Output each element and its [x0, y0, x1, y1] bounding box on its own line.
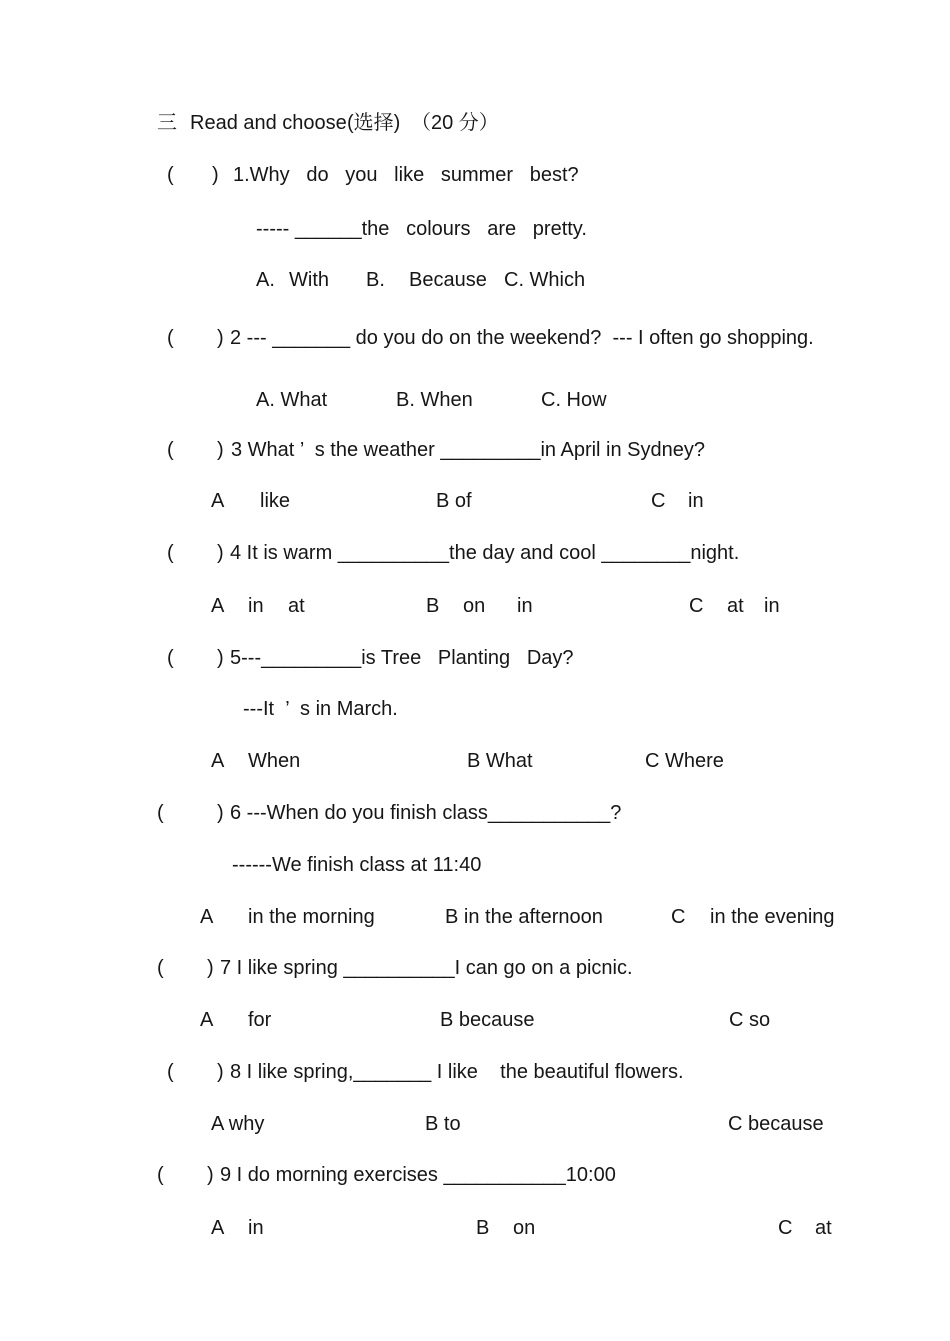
option-b: B What	[467, 750, 533, 772]
question-stem: 4 It is warm __________the day and cool ________night.	[230, 542, 740, 564]
option-a-letter: A.	[256, 269, 275, 291]
answer-bracket-open: (	[167, 327, 174, 349]
option-c-letter: C	[689, 595, 704, 617]
answer-bracket-open: (	[157, 1164, 164, 1186]
option-b-word-2: in	[517, 595, 533, 617]
option-b-letter: B.	[366, 269, 385, 291]
option-c-word-1: at	[727, 595, 744, 617]
answer-bracket-close: )	[217, 647, 224, 669]
option-c-text: at	[815, 1217, 832, 1239]
option-a-letter: A	[211, 750, 225, 772]
option-a: A why	[211, 1113, 265, 1135]
answer-bracket-open: (	[157, 957, 164, 979]
option-b: B in the afternoon	[445, 906, 603, 928]
option-a-letter: A	[211, 1217, 225, 1239]
option-a: A. What	[256, 389, 328, 411]
section-title-chinese: (选择)	[347, 112, 401, 134]
answer-prompt: ---It ’ s in March.	[243, 698, 398, 720]
answer-bracket-close: )	[217, 327, 224, 349]
option-b-text: Because	[409, 269, 487, 291]
question-stem: 1.Why do you like summer best?	[233, 164, 579, 186]
option-c: C because	[728, 1113, 824, 1135]
option-a-word-2: at	[288, 595, 305, 617]
answer-bracket-open: (	[167, 1061, 174, 1083]
answer-bracket-close: )	[207, 957, 214, 979]
answer-bracket-open: (	[167, 542, 174, 564]
option-b-letter: B	[476, 1217, 490, 1239]
question-stem: 2 --- _______ do you do on the weekend? --- I often go shopping.	[230, 327, 814, 349]
answer-bracket-close: )	[217, 542, 224, 564]
option-a-letter: A	[200, 1009, 214, 1031]
answer-prompt: ------We finish class at 11:40	[232, 854, 482, 876]
option-a-word-1: in	[248, 595, 264, 617]
question-stem: 9 I do morning exercises ___________10:00	[220, 1164, 616, 1186]
option-c-text: in the evening	[710, 906, 835, 928]
option-c: C so	[729, 1009, 771, 1031]
option-c: C Where	[645, 750, 724, 772]
option-a-text: in	[248, 1217, 264, 1239]
option-a-letter: A	[200, 906, 214, 928]
option-a-text: for	[248, 1009, 272, 1031]
option-c-word-2: in	[764, 595, 780, 617]
option-a-text: When	[248, 750, 301, 772]
answer-bracket-close: )	[217, 802, 224, 824]
question-stem: 3 What ’ s the weather _________in April in Sydney?	[231, 439, 706, 461]
answer-bracket-open: (	[167, 647, 174, 669]
section-number: 三	[157, 112, 177, 134]
option-c-text: in	[688, 490, 704, 512]
option-c-letter: C	[778, 1217, 793, 1239]
option-a-letter: A	[211, 490, 225, 512]
section-score: （20 分）	[411, 112, 499, 134]
option-c: C. How	[541, 389, 607, 411]
question-stem: 7 I like spring __________I can go on a picnic.	[220, 957, 633, 979]
answer-prompt: ----- ______the colours are pretty.	[256, 218, 587, 240]
option-a-text: in the morning	[248, 906, 375, 928]
answer-bracket-close: )	[207, 1164, 214, 1186]
answer-bracket-close: )	[217, 439, 224, 461]
option-a-letter: A	[211, 595, 225, 617]
option-c-letter: C	[671, 906, 686, 928]
option-b: B. When	[396, 389, 473, 411]
section-title: Read and choose	[190, 112, 347, 134]
option-a-text: like	[260, 490, 291, 512]
answer-bracket-close: )	[212, 164, 219, 186]
option-b: B to	[425, 1113, 461, 1135]
answer-bracket-open: (	[167, 439, 174, 461]
option-b: B of	[436, 490, 472, 512]
option-b: B because	[440, 1009, 535, 1031]
option-b-word-1: on	[463, 595, 486, 617]
question-stem: 6 ---When do you finish class___________?	[230, 802, 622, 824]
question-stem: 8 I like spring,_______ I like the beautiful flowers.	[230, 1061, 684, 1083]
answer-bracket-open: (	[167, 164, 174, 186]
answer-bracket-open: (	[157, 802, 164, 824]
option-b-letter: B	[426, 595, 440, 617]
answer-bracket-close: )	[217, 1061, 224, 1083]
option-a-text: With	[289, 269, 329, 291]
question-stem: 5---_________is Tree Planting Day?	[230, 647, 574, 669]
option-c: C. Which	[504, 269, 586, 291]
option-c-letter: C	[651, 490, 666, 512]
option-b-text: on	[513, 1217, 536, 1239]
